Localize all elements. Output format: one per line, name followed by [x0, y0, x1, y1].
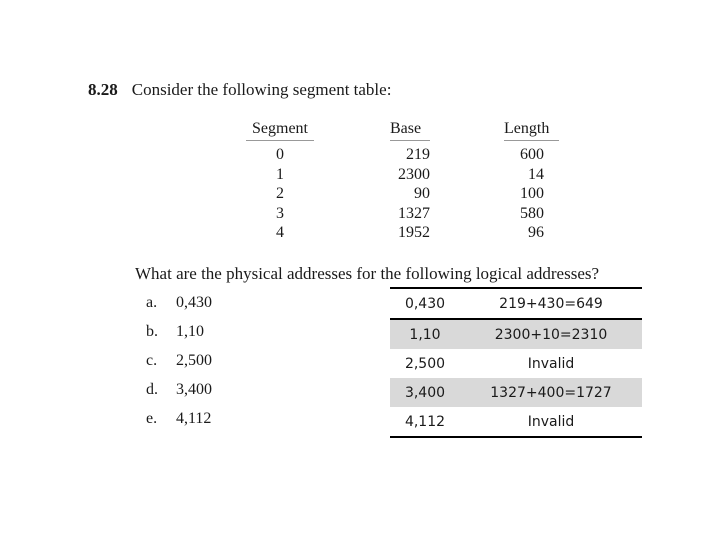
base-cell: 90 [414, 185, 430, 202]
length-cell: 600 [520, 146, 544, 163]
answer-physical: Invalid [527, 355, 575, 372]
length-cell: 96 [528, 224, 544, 241]
option-item [146, 351, 212, 380]
answer-logical: 2,500 [404, 355, 446, 372]
length-column [504, 120, 559, 243]
answer-physical: Invalid [527, 413, 575, 430]
length-cell: 580 [520, 204, 544, 222]
base-cell: 2300 [398, 165, 430, 183]
option-item [146, 322, 212, 351]
answer-table [390, 287, 642, 438]
segment-column [246, 120, 314, 243]
segment-header: Segment [246, 120, 314, 141]
answer-row [390, 407, 642, 436]
options-list [146, 293, 212, 438]
base-cell: 1952 [398, 224, 430, 241]
length-cell: 100 [520, 185, 544, 202]
option-letter: e. [146, 410, 158, 427]
option-letter: d. [146, 381, 158, 398]
answer-logical: 0,430 [404, 295, 446, 312]
base-column [390, 120, 430, 243]
length-header: Length [504, 120, 559, 141]
segment-cell: 2 [276, 185, 284, 202]
length-cell: 14 [528, 165, 544, 183]
option-item [146, 293, 212, 322]
option-value: 3,400 [176, 381, 212, 398]
answer-logical: 3,400 [404, 384, 446, 401]
answer-physical: 1327+400=1727 [490, 384, 612, 401]
base-header: Base [390, 120, 430, 141]
segment-cell: 3 [276, 204, 284, 222]
option-value: 4,112 [176, 410, 212, 427]
problem-number: 8.28 [88, 80, 118, 99]
answer-row [390, 349, 642, 378]
option-letter: c. [146, 352, 158, 369]
answer-physical: 219+430=649 [499, 295, 603, 312]
segment-cell: 0 [276, 146, 284, 163]
answer-row [390, 289, 642, 320]
option-letter: b. [146, 323, 158, 340]
answer-logical: 4,112 [404, 413, 446, 430]
option-letter: a. [146, 294, 158, 311]
problem-header [88, 80, 391, 100]
option-value: 0,430 [176, 294, 212, 311]
option-item [146, 409, 212, 438]
answer-row [390, 378, 642, 407]
option-item [146, 380, 212, 409]
segment-cell: 4 [276, 224, 284, 241]
answer-logical: 1,10 [409, 326, 441, 343]
base-cell: 219 [406, 146, 430, 163]
option-value: 2,500 [176, 352, 212, 369]
option-value: 1,10 [176, 323, 204, 340]
problem-prompt: Consider the following segment table: [131, 80, 392, 99]
segment-cell: 1 [276, 165, 284, 183]
answer-row [390, 320, 642, 349]
base-cell: 1327 [398, 204, 430, 222]
answer-physical: 2300+10=2310 [494, 326, 608, 343]
segment-table [244, 120, 564, 244]
question-text: What are the physical addresses for the following logical addresses? [135, 264, 600, 283]
